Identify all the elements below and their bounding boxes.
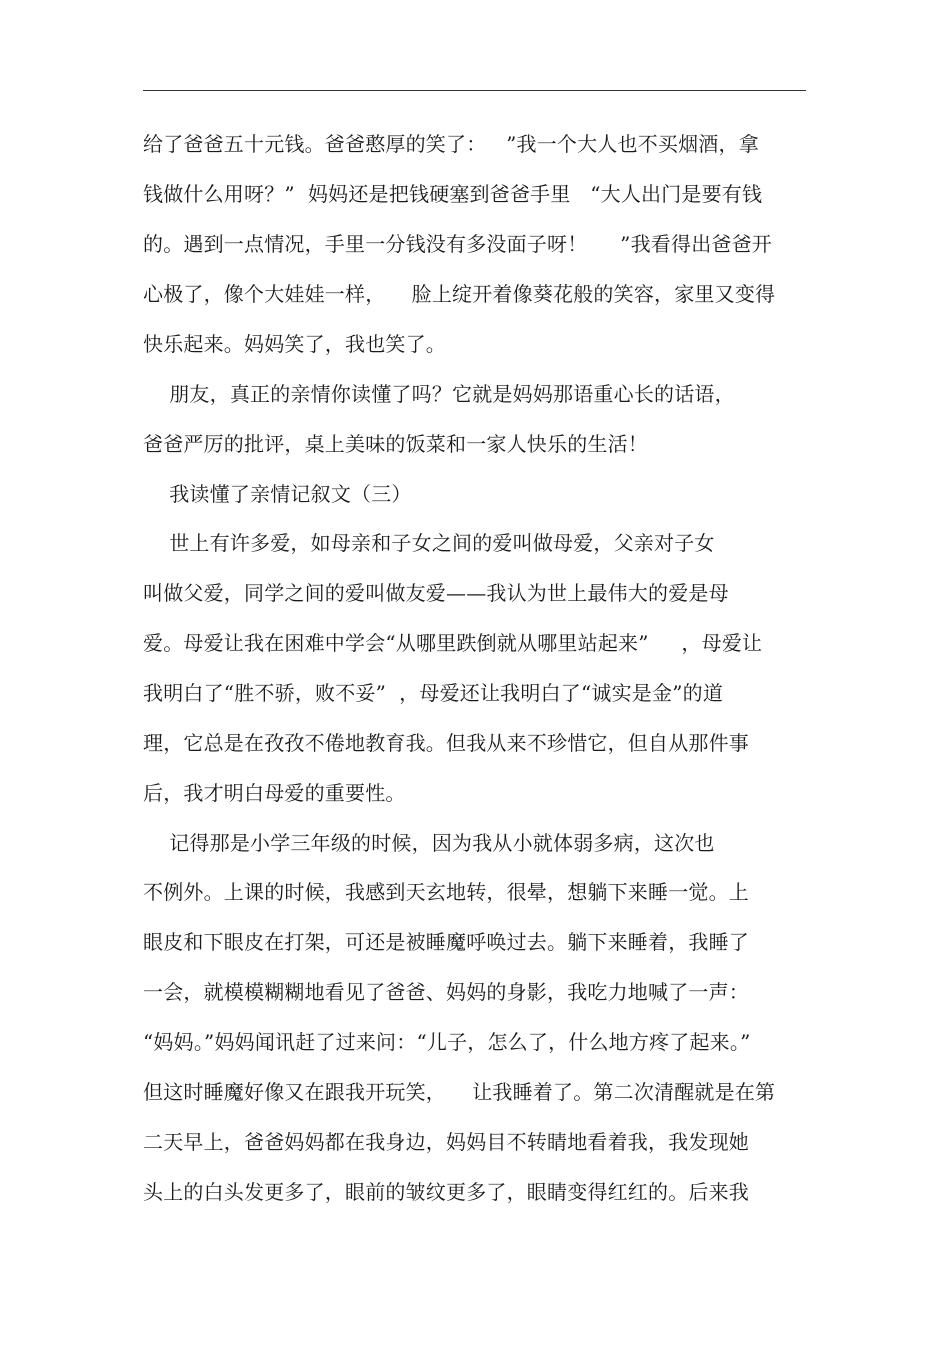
text-line: 不例外。上课的时候，我感到天玄地转，很晕，想躺下来睡一觉。上	[143, 880, 749, 904]
text-line: 一会，就模模糊糊地看见了爸爸、妈妈的身影，我吃力地喊了一声：	[143, 980, 749, 1004]
text-line: 我明白了“胜不骄，败不妥” ，母爱还让我明白了“诚实是金”的道	[143, 681, 724, 705]
text-line: 二天早上，爸爸妈妈都在我身边，妈妈目不转睛地看着我，我发现她	[143, 1130, 749, 1154]
text-line: 世上有许多爱，如母亲和子女之间的爱叫做母爱，父亲对子女	[143, 531, 715, 555]
text-line: 但这时睡魔好像又在跟我开玩笑， 让我睡着了。第二次清醒就是在第	[143, 1080, 776, 1104]
text-line: 钱做什么用呀？” 妈妈还是把钱硬塞到爸爸手里 “大人出门是要有钱	[143, 182, 763, 206]
text-line: 快乐起来。妈妈笑了，我也笑了。	[143, 332, 446, 356]
text-line: 心极了，像个大娃娃一样， 脸上绽开着像葵花般的笑容，家里又变得	[143, 282, 776, 306]
text-line: 给了爸爸五十元钱。爸爸憨厚的笑了： ”我一个大人也不买烟酒，拿	[143, 132, 759, 156]
text-line: 理，它总是在孜孜不倦地教育我。但我从来不珍惜它，但自从那件事	[143, 731, 749, 755]
text-line: 叫做父爱，同学之间的爱叫做友爱——我认为世上最伟大的爱是母	[143, 581, 729, 605]
text-line: 眼皮和下眼皮在打架，可还是被睡魔呼唤过去。躺下来睡着，我睡了	[143, 930, 749, 954]
header-rule	[143, 90, 806, 91]
text-line: 头上的白头发更多了，眼前的皱纹更多了，眼睛变得红红的。后来我	[143, 1180, 749, 1204]
text-line: 的。遇到一点情况，手里一分钱没有多没面子呀！ ”我看得出爸爸开	[143, 232, 773, 256]
text-line: 朋友，真正的亲情你读懂了吗？它就是妈妈那语重心长的话语，	[143, 382, 735, 406]
text-line: 爸爸严厉的批评，桌上美味的饭菜和一家人快乐的生活！	[143, 432, 648, 456]
text-line: “妈妈。”妈妈闻讯赶了过来问：“儿子，怎么了，什么地方疼了起来。”	[143, 1030, 751, 1054]
text-line: 爱。母爱让我在困难中学会“从哪里跌倒就从哪里站起来” ，母爱让	[143, 631, 763, 655]
section-heading: 我读懂了亲情记叙文（三）	[143, 482, 412, 506]
text-line: 后，我才明白母爱的重要性。	[143, 781, 406, 805]
text-line: 记得那是小学三年级的时候，因为我从小就体弱多病，这次也	[143, 831, 715, 855]
